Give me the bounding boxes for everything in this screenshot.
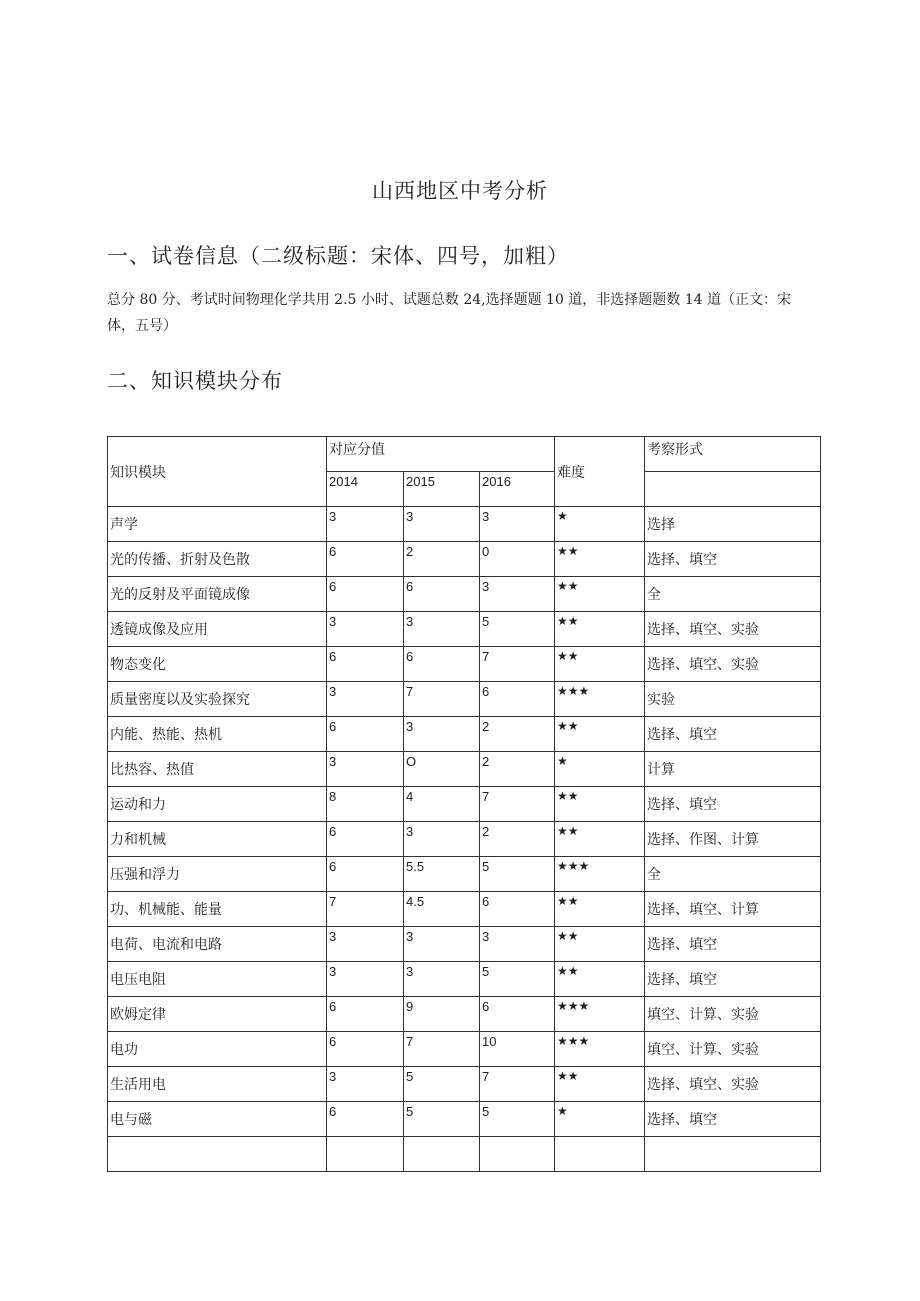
cell-score-2014: 8: [327, 787, 404, 822]
cell-score-2014: 6: [327, 997, 404, 1032]
table-row: [108, 717, 821, 752]
cell-score-2016: 2: [480, 822, 555, 857]
cell-module: [108, 1137, 327, 1172]
table-row: [108, 1102, 821, 1137]
cell-difficulty: ★★★: [555, 1032, 645, 1067]
cell-score-2015: 5: [404, 1102, 480, 1137]
cell-score-2015: 2: [404, 542, 480, 577]
table-row: [108, 822, 821, 857]
table-row: [108, 997, 821, 1032]
cell-form: [645, 1137, 821, 1172]
cell-score-2016: 5: [480, 962, 555, 997]
cell-form: 全: [645, 857, 821, 892]
cell-score-2015: 7: [404, 1032, 480, 1067]
section-heading-exam-info: 一、试卷信息（二级标题：宋体、四号，加粗）: [107, 244, 569, 268]
cell-difficulty: ★★★: [555, 682, 645, 717]
header-year-2014: 2014: [327, 472, 404, 507]
cell-score-2014: [327, 1137, 404, 1172]
section-heading-modules: 二、知识模块分布: [107, 369, 283, 393]
cell-score-2016: 6: [480, 892, 555, 927]
cell-score-2015: 5.5: [404, 857, 480, 892]
cell-form: 选择、填空: [645, 962, 821, 997]
cell-score-2014: 3: [327, 927, 404, 962]
cell-score-2014: 3: [327, 752, 404, 787]
table-row: [108, 542, 821, 577]
cell-score-2014: 3: [327, 962, 404, 997]
cell-score-2014: 7: [327, 892, 404, 927]
cell-score-2015: [404, 1137, 480, 1172]
table-row: [108, 752, 821, 787]
header-year-2015: 2015: [404, 472, 480, 507]
cell-module: 电与磁: [108, 1102, 327, 1137]
cell-score-2016: 5: [480, 1102, 555, 1137]
cell-score-2015: 3: [404, 822, 480, 857]
cell-score-2014: 3: [327, 682, 404, 717]
cell-score-2015: 3: [404, 612, 480, 647]
cell-score-2014: 3: [327, 1067, 404, 1102]
cell-module: 力和机械: [108, 822, 327, 857]
cell-score-2014: 3: [327, 507, 404, 542]
cell-score-2016: 5: [480, 612, 555, 647]
cell-module: 电功: [108, 1032, 327, 1067]
header-score: 对应分值: [327, 437, 555, 472]
cell-score-2016: 2: [480, 717, 555, 752]
cell-module: 运动和力: [108, 787, 327, 822]
cell-difficulty: ★★: [555, 962, 645, 997]
cell-module: 压强和浮力: [108, 857, 327, 892]
header-module: 知识模块: [108, 437, 327, 507]
cell-difficulty: ★: [555, 752, 645, 787]
cell-score-2015: 3: [404, 717, 480, 752]
table-row: [108, 962, 821, 997]
cell-score-2014: 6: [327, 717, 404, 752]
cell-module: 质量密度以及实验探究: [108, 682, 327, 717]
cell-difficulty: ★★: [555, 822, 645, 857]
cell-score-2016: 3: [480, 577, 555, 612]
cell-score-2015: 3: [404, 507, 480, 542]
cell-score-2015: 3: [404, 962, 480, 997]
cell-difficulty: ★★: [555, 927, 645, 962]
cell-form: 填空、计算、实验: [645, 1032, 821, 1067]
cell-score-2015: 7: [404, 682, 480, 717]
cell-module: 欧姆定律: [108, 997, 327, 1032]
cell-form: 选择、作图、计算: [645, 822, 821, 857]
cell-form: 选择、填空、实验: [645, 647, 821, 682]
cell-score-2016: 7: [480, 1067, 555, 1102]
table-row: [108, 927, 821, 962]
cell-module: 声学: [108, 507, 327, 542]
cell-form: 选择、填空: [645, 787, 821, 822]
table-row: [108, 892, 821, 927]
cell-difficulty: ★★★: [555, 857, 645, 892]
cell-difficulty: ★: [555, 507, 645, 542]
table-row: [108, 577, 821, 612]
cell-score-2014: 6: [327, 857, 404, 892]
cell-score-2014: 6: [327, 1102, 404, 1137]
knowledge-module-table: [107, 436, 821, 1172]
cell-difficulty: [555, 1137, 645, 1172]
cell-score-2015: O: [404, 752, 480, 787]
cell-score-2014: 6: [327, 577, 404, 612]
cell-score-2015: 4: [404, 787, 480, 822]
cell-difficulty: ★★: [555, 1067, 645, 1102]
cell-score-2015: 6: [404, 577, 480, 612]
cell-form: 填空、计算、实验: [645, 997, 821, 1032]
cell-score-2014: 6: [327, 542, 404, 577]
header-form: 考察形式: [645, 437, 821, 472]
exam-info-paragraph: 总分 80 分、考试时间物理化学共用 2.5 小时、试题总数 24,选择题题 10 道，非选择题题数 14 道（正文：宋体，五号）: [107, 292, 792, 334]
cell-module: 光的反射及平面镜成像: [108, 577, 327, 612]
cell-difficulty: ★: [555, 1102, 645, 1137]
table-row: [108, 787, 821, 822]
cell-module: 电荷、电流和电路: [108, 927, 327, 962]
page-title: 山西地区中考分析: [372, 179, 548, 203]
table-body: [108, 507, 821, 1172]
table-row: [108, 612, 821, 647]
cell-score-2016: 6: [480, 682, 555, 717]
header-form-empty: [645, 472, 821, 507]
cell-form: 全: [645, 577, 821, 612]
cell-module: 功、机械能、能量: [108, 892, 327, 927]
cell-score-2016: [480, 1137, 555, 1172]
cell-score-2016: 3: [480, 507, 555, 542]
header-year-2016: 2016: [480, 472, 555, 507]
table-row: [108, 647, 821, 682]
cell-difficulty: ★★: [555, 717, 645, 752]
cell-score-2015: 4.5: [404, 892, 480, 927]
header-difficulty: 难度: [555, 437, 645, 507]
cell-score-2014: 6: [327, 647, 404, 682]
table-row: [108, 682, 821, 717]
cell-score-2016: 5: [480, 857, 555, 892]
cell-score-2016: 0: [480, 542, 555, 577]
cell-module: 比热容、热值: [108, 752, 327, 787]
cell-difficulty: ★★: [555, 577, 645, 612]
cell-score-2016: 6: [480, 997, 555, 1032]
cell-form: 选择、填空: [645, 927, 821, 962]
table-row: [108, 507, 821, 542]
cell-form: 选择、填空、实验: [645, 612, 821, 647]
cell-score-2016: 3: [480, 927, 555, 962]
cell-form: 选择、填空: [645, 1102, 821, 1137]
cell-form: 选择、填空: [645, 542, 821, 577]
cell-difficulty: ★★: [555, 787, 645, 822]
cell-score-2014: 6: [327, 1032, 404, 1067]
cell-form: 选择、填空、计算: [645, 892, 821, 927]
cell-form: 选择、填空、实验: [645, 1067, 821, 1102]
cell-form: 选择: [645, 507, 821, 542]
table-row: [108, 1067, 821, 1102]
cell-difficulty: ★★★: [555, 997, 645, 1032]
cell-score-2016: 7: [480, 787, 555, 822]
cell-module: 物态变化: [108, 647, 327, 682]
cell-score-2014: 6: [327, 822, 404, 857]
cell-difficulty: ★★: [555, 892, 645, 927]
table-row: [108, 857, 821, 892]
cell-score-2016: 10: [480, 1032, 555, 1067]
cell-score-2015: 6: [404, 647, 480, 682]
table-row: [108, 1137, 821, 1172]
cell-form: 实验: [645, 682, 821, 717]
cell-score-2016: 2: [480, 752, 555, 787]
cell-score-2015: 3: [404, 927, 480, 962]
cell-module: 透镜成像及应用: [108, 612, 327, 647]
cell-module: 电压电阻: [108, 962, 327, 997]
cell-module: 内能、热能、热机: [108, 717, 327, 752]
cell-difficulty: ★★: [555, 542, 645, 577]
cell-score-2014: 3: [327, 612, 404, 647]
table-row: [108, 1032, 821, 1067]
cell-module: 生活用电: [108, 1067, 327, 1102]
cell-score-2015: 9: [404, 997, 480, 1032]
cell-module: 光的传播、折射及色散: [108, 542, 327, 577]
cell-difficulty: ★★: [555, 647, 645, 682]
cell-form: 选择、填空: [645, 717, 821, 752]
cell-difficulty: ★★: [555, 612, 645, 647]
cell-form: 计算: [645, 752, 821, 787]
cell-score-2016: 7: [480, 647, 555, 682]
cell-score-2015: 5: [404, 1067, 480, 1102]
